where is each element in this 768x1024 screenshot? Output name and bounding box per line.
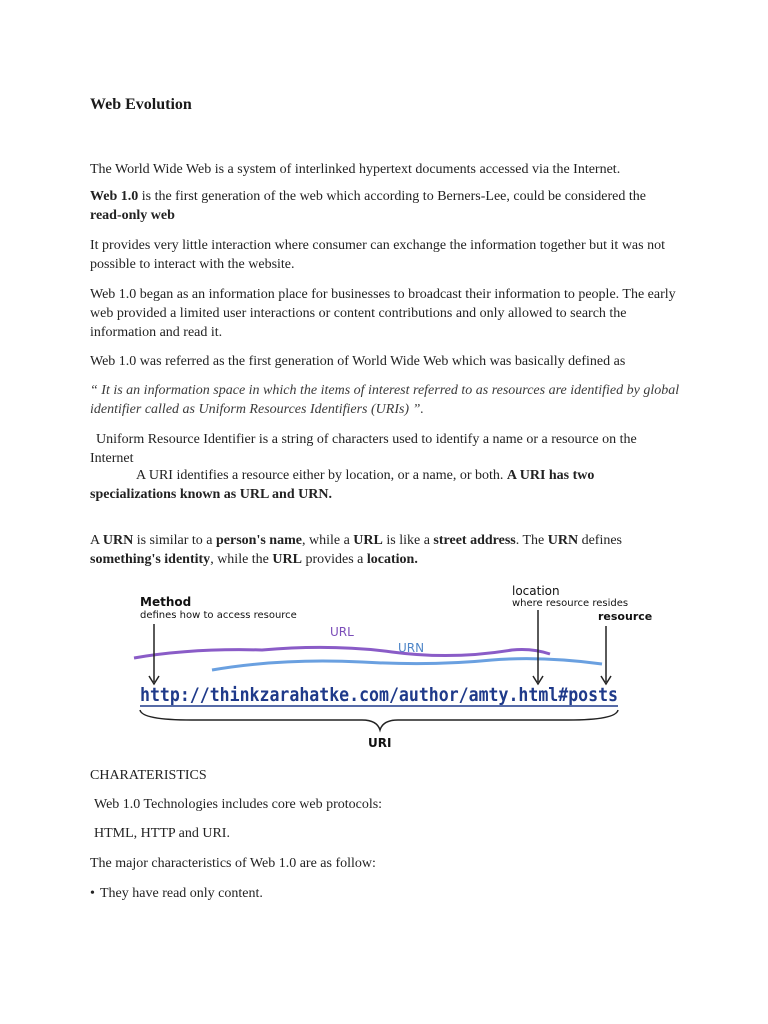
web1-definition-text: is the first generation of the web which according to Berners-Lee, could be considered the [138,189,646,204]
method-label: Method [140,595,192,609]
uri-identifies-text: A URI identifies a resource either by location, or a name, or both. [136,468,507,483]
uri-label: URI [368,736,392,750]
interaction-paragraph: It provides very little interaction where consumer can exchange the information together but it was not possible to interact with the website. [90,238,665,272]
text-run: . The [515,533,548,548]
example-uri-address: http://thinkzarahatke.com/author/amty.html#posts [140,684,618,706]
uri-brace [140,710,618,730]
generation-paragraph: Web 1.0 was referred as the first generation of World Wide Web which was basically defined as [90,354,626,369]
text-run: , while a [301,533,354,548]
uri-specialization-paragraph [90,466,680,504]
uri-definition-paragraph: Uniform Resource Identifier is a string of characters used to identify a name or a resource on the Internet [90,432,637,466]
urn-term: URN [547,533,579,548]
bullet-icon: • [90,886,95,901]
business-paragraph: Web 1.0 began as an information place for businesses to broadcast their information to people. The early web provided a limited user interactions or content contributions and only allowed to search the information and read it. [90,287,676,340]
read-only-web-term: read-only web [90,208,175,223]
identity-term: something's identity [90,552,211,567]
location-term: location. [366,552,418,567]
uri-quote: “ It is an information space in which the items of interest referred to as resources are identified by global identifier called as Uniform Resources Identifiers (URIs) ”. [90,383,680,417]
text-run: , while the [210,552,273,567]
uri-specialization-bold: A URI has two specializations known as URL and URN. [90,468,595,502]
urn-term: URN [102,533,134,548]
protocols-paragraph: HTML, HTTP and URI. [94,826,230,841]
location-label: location [512,584,560,598]
location-description: where resource resides [512,598,629,609]
characteristics-list-item [90,884,680,903]
method-description: defines how to access resource [140,610,297,621]
url-term: URL [353,533,383,548]
text-run: A [90,533,103,548]
web1-definition-paragraph [90,187,680,225]
list-item-text: They have read only content. [100,886,263,901]
page-title: Web Evolution [90,96,192,113]
text-run: is similar to a [133,533,217,548]
urn-url-paragraph [90,531,680,569]
text-run: is like a [382,533,434,548]
resource-label: resource [598,610,653,623]
technologies-paragraph: Web 1.0 Technologies includes core web protocols: [94,797,383,812]
urn-span-line [212,659,602,670]
uri-diagram [132,580,653,755]
text-run: defines [578,533,623,548]
url-span-line [134,647,550,658]
street-address-term: street address [433,533,516,548]
web1-term: Web 1.0 [90,189,139,204]
persons-name-term: person's name [216,533,302,548]
intro-paragraph: The World Wide Web is a system of interlinked hypertext documents accessed via the Internet. [90,162,621,177]
urn-label: URN [398,641,425,655]
text-run: provides a [301,552,367,567]
characteristics-intro-paragraph: The major characteristics of Web 1.0 are as follow: [90,856,376,871]
url-label: URL [330,625,354,639]
url-term: URL [272,552,302,567]
characteristics-heading: CHARATERISTICS [90,768,207,783]
